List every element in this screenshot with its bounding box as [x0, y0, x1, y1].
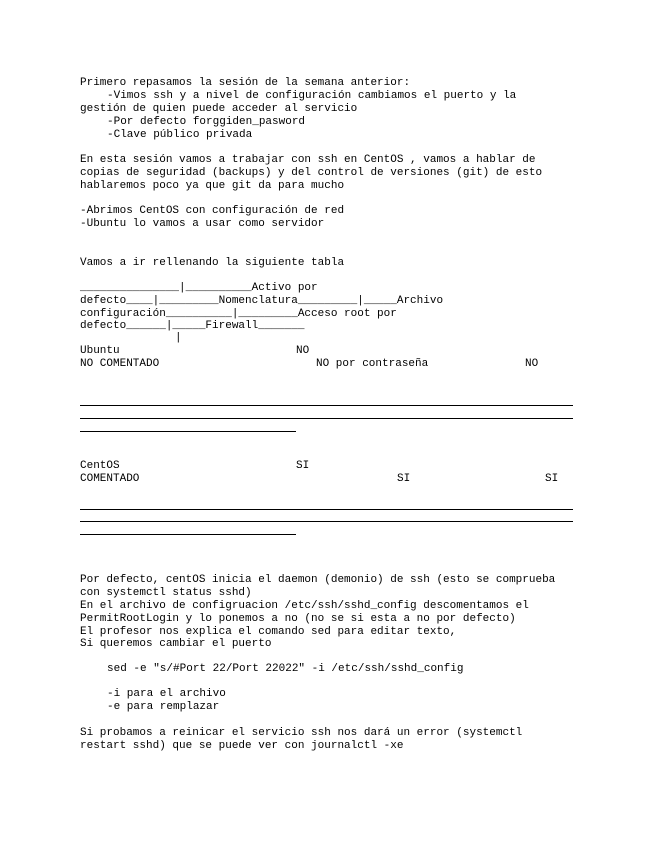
setup-item-1: -Abrimos CentOS con configuración de red	[80, 205, 345, 217]
sed-command: sed -e "s/#Port 22/Port 22022" -i /etc/ssh/sshd_config	[107, 663, 464, 675]
session-line-2: copias de seguridad (backups) y del control de versiones (git) de esto	[80, 167, 543, 179]
table-rule	[80, 405, 573, 406]
table-header-line-2: defecto____|_________Nomenclatura_________|_____Archivo	[80, 295, 444, 307]
recap-item-1-continued: gestión de quien puede acceder al servicio	[80, 103, 358, 115]
table-header-line-3: configuración__________|_________Acceso root por	[80, 308, 397, 320]
sed-option-i: -i para el archivo	[107, 688, 226, 700]
table-rule	[80, 431, 296, 432]
table-row-ubuntu-activo: NO	[296, 345, 310, 357]
table-header-line-1: _______________|__________Activo por	[80, 282, 318, 294]
notes-p4: Si queremos cambiar el puerto	[80, 638, 272, 650]
table-row-ubuntu-acceso-root: NO por contraseña	[316, 358, 429, 370]
notes-p1-line-1: Por defecto, centOS inicia el daemon (demonio) de ssh (esto se comprueba	[80, 574, 556, 586]
session-line-3: hablaremos poco ya que git da para mucho	[80, 180, 345, 192]
table-header-line-5: |	[175, 332, 182, 344]
table-row-centos-name: CentOS	[80, 460, 120, 472]
table-header-line-4: defecto______|_____Firewall_______	[80, 320, 305, 332]
table-row-centos-acceso-root: SI	[397, 473, 411, 485]
notes-p3: El profesor nos explica el comando sed para editar texto,	[80, 626, 457, 638]
notes-p2-line-2: PermitRootLogin y lo ponemos a no (no se si esta a no por defecto)	[80, 613, 516, 625]
table-rule	[80, 509, 573, 510]
table-row-centos-archivo: COMENTADO	[80, 473, 140, 485]
table-row-ubuntu-firewall: NO	[525, 358, 539, 370]
sed-option-e: -e para remplazar	[107, 701, 220, 713]
setup-item-2: -Ubuntu lo vamos a usar como servidor	[80, 218, 325, 230]
table-intro: Vamos a ir rellenando la siguiente tabla	[80, 257, 345, 269]
table-row-ubuntu-name: Ubuntu	[80, 345, 120, 357]
table-rule	[80, 534, 296, 535]
table-row-centos-firewall: SI	[545, 473, 559, 485]
table-row-centos-activo: SI	[296, 460, 310, 472]
recap-item-2: -Por defecto forggiden_pasword	[107, 116, 306, 128]
session-line-1: En esta sesión vamos a trabajar con ssh en CentOS , vamos a hablar de	[80, 154, 536, 166]
table-rule	[80, 418, 573, 419]
notes-p1-line-2: con systemctl status sshd)	[80, 587, 252, 599]
final-line-2: restart sshd) que se puede ver con journalctl -xe	[80, 740, 404, 752]
table-row-ubuntu-archivo: NO COMENTADO	[80, 358, 160, 370]
recap-item-3: -Clave público privada	[107, 129, 253, 141]
notes-p2-line-1: En el archivo de configruacion /etc/ssh/sshd_config descomentamos el	[80, 600, 529, 612]
recap-item-1: -Vimos ssh y a nivel de configuración cambiamos el puerto y la	[107, 90, 517, 102]
final-line-1: Si probamos a reinicar el servicio ssh nos dará un error (systemctl	[80, 727, 523, 739]
table-rule	[80, 521, 573, 522]
recap-intro: Primero repasamos la sesión de la semana anterior:	[80, 77, 411, 89]
